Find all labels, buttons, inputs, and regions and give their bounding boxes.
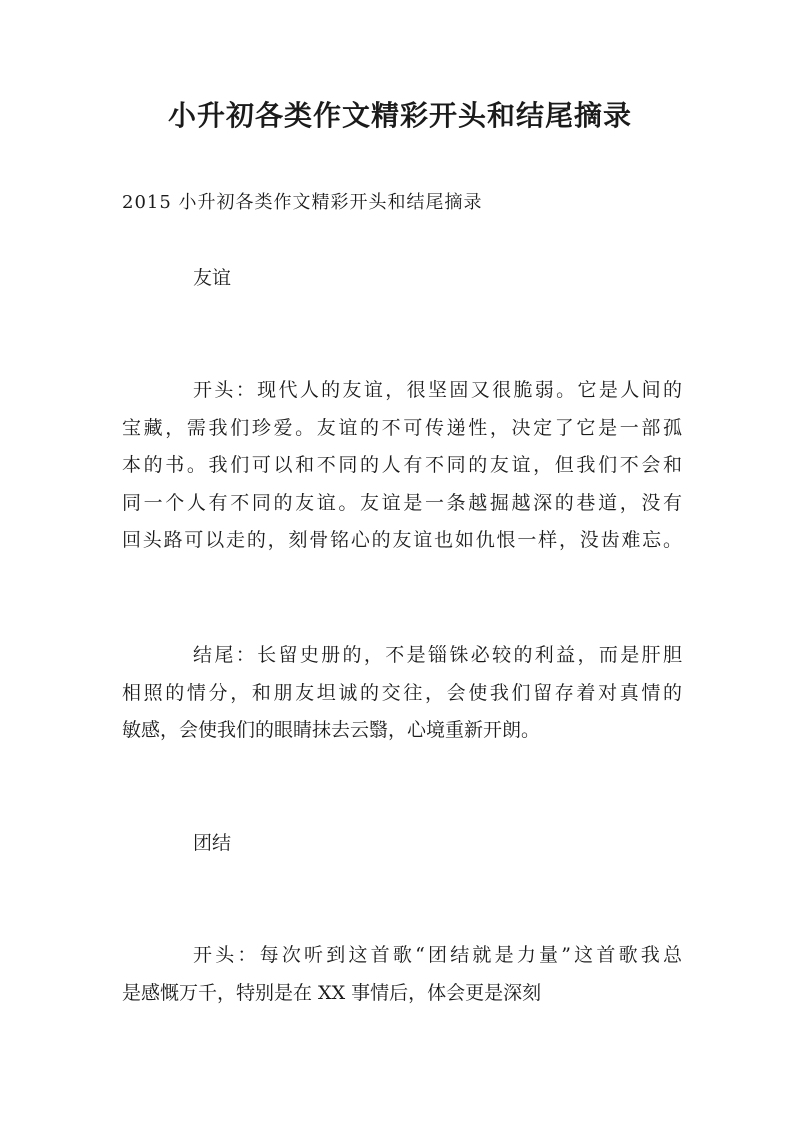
- document-subtitle: 2015 小升初各类作文精彩开头和结尾摘录: [122, 192, 483, 213]
- paragraph-line: 相照的情分，和朋友坦诚的交往，会使我们留存着对真情的: [122, 681, 682, 704]
- paragraph-line: 本的书。我们可以和不同的人有不同的友谊，但我们不会和: [122, 454, 682, 476]
- paragraph-line: 敏感，会使我们的眼睛抹去云翳，心境重新开朗。: [122, 719, 541, 741]
- paragraph-line: 结尾：长留史册的，不是锱铢必较的利益，而是肝胆: [193, 644, 682, 666]
- paragraph-line: 是感慨万千，特别是在 XX 事情后，体会更是深刻: [122, 981, 542, 1004]
- paragraph-line: 宝藏，需我们珍爱。友谊的不可传递性，决定了它是一部孤: [122, 416, 682, 439]
- section-heading-unity: 团结: [193, 832, 232, 854]
- friendship-opening-paragraph: [122, 372, 682, 560]
- unity-opening-paragraph: [122, 937, 682, 1012]
- paragraph-line: 回头路可以走的，刻骨铭心的友谊也如仇恨一样，没齿难忘。: [122, 529, 682, 551]
- document-title: 小升初各类作文精彩开头和结尾摘录: [167, 99, 632, 132]
- section-heading-friendship: 友谊: [193, 267, 232, 289]
- paragraph-line: 同一个人有不同的友谊。友谊是一条越掘越深的巷道，没有: [122, 491, 682, 514]
- friendship-ending-paragraph: [122, 637, 682, 750]
- paragraph-line: 开头：每次听到这首歌“团结就是力量”这首歌我总: [193, 944, 682, 966]
- paragraph-line: 开头：现代人的友谊，很坚固又很脆弱。它是人间的: [193, 379, 682, 401]
